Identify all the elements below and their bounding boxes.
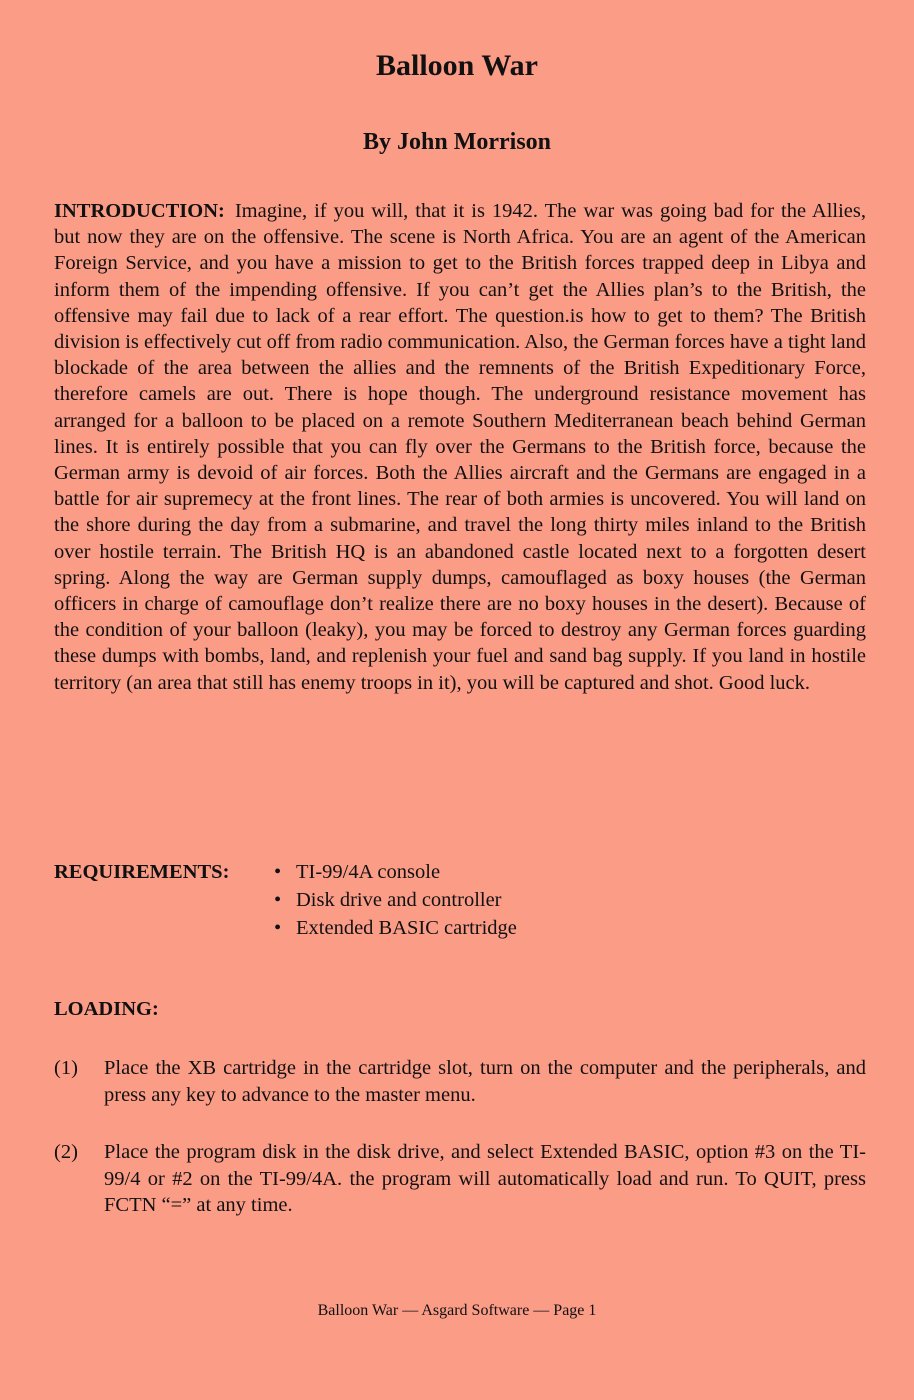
page-title: Balloon War xyxy=(376,49,538,82)
list-item: • TI-99/4A console xyxy=(274,858,517,886)
step-number: (1) xyxy=(54,1057,78,1079)
page-footer: Balloon War — Asgard Software — Page 1 xyxy=(317,1302,597,1319)
list-item: • Extended BASIC cartridge xyxy=(274,914,517,942)
introduction-text: Imagine, if you will, that it is 1942. The war was going bad for the Allies, but now they are on the offensive. The scene is North Africa. You are an agent of the American Foreign Service, and you have a mission to get to the British forces trapped deep in Libya and inform them of the impending offensive. If you can’t get the Allies plan’s to the British, the offensive may fail due to lack of a rear effort. The question.is how to get to them? The British division is effectively cut off from radio communication. Also, the German forces have a tight land blockade of the area between the allies and the remnents of the British Expeditionary Force, therefore camels are out. There is hope though. The underground resistance movement has arranged for a balloon to be placed on a remote Southern Mediterranean beach behind German lines. It is entirely possible that you can fly over the Germans to the British force, because the German army is devoid of air forces. Both the Allies aircraft and the Germans are engaged in a battle for air supremecy at the front lines. The rear of both armies is uncovered. You will land on the shore during the day from a submarine, and travel the long thirty miles inland to the British over hostile terrain. The British HQ is an abandoned castle located next to a forgotten desert spring. Along the way are German supply dumps, camouflaged as boxy houses (the German officers in charge of camouflage don’t realize there are no boxy houses in the desert). Because of the condition of your balloon (leaky), you may be forced to destroy any German forces guarding these dumps with bombs, land, and replenish your fuel and sand bag supply. If you land in hostile territory (an area that still has enemy troops in it), you will be captured and shot. Good luck. xyxy=(54,200,866,694)
bullet-icon: • xyxy=(274,889,282,911)
bullet-icon: • xyxy=(274,917,282,939)
author-line: By John Morrison xyxy=(362,129,551,155)
step-text: Place the XB cartridge in the cartridge slot, turn on the computer and the peripherals, and press any key to advance to the master menu. xyxy=(104,1057,866,1106)
step-text: Place the program disk in the disk drive, and select Extended BASIC, option #3 on the TI-99/4 or #2 on the TI-99/4A. the program will automatically load and run. To QUIT, press FCTN “=” at any time. xyxy=(104,1141,866,1216)
loading-heading: LOADING: xyxy=(54,998,159,1020)
step-number: (2) xyxy=(54,1141,78,1163)
loading-step-2 xyxy=(54,1139,866,1219)
bullet-icon: • xyxy=(274,861,282,883)
list-item: • Disk drive and controller xyxy=(274,886,517,914)
introduction-label: INTRODUCTION: xyxy=(54,200,225,222)
requirements-label: REQUIREMENTS: xyxy=(54,861,230,883)
introduction-paragraph xyxy=(54,198,866,696)
loading-step-1 xyxy=(54,1055,866,1108)
requirements-list xyxy=(274,858,517,942)
